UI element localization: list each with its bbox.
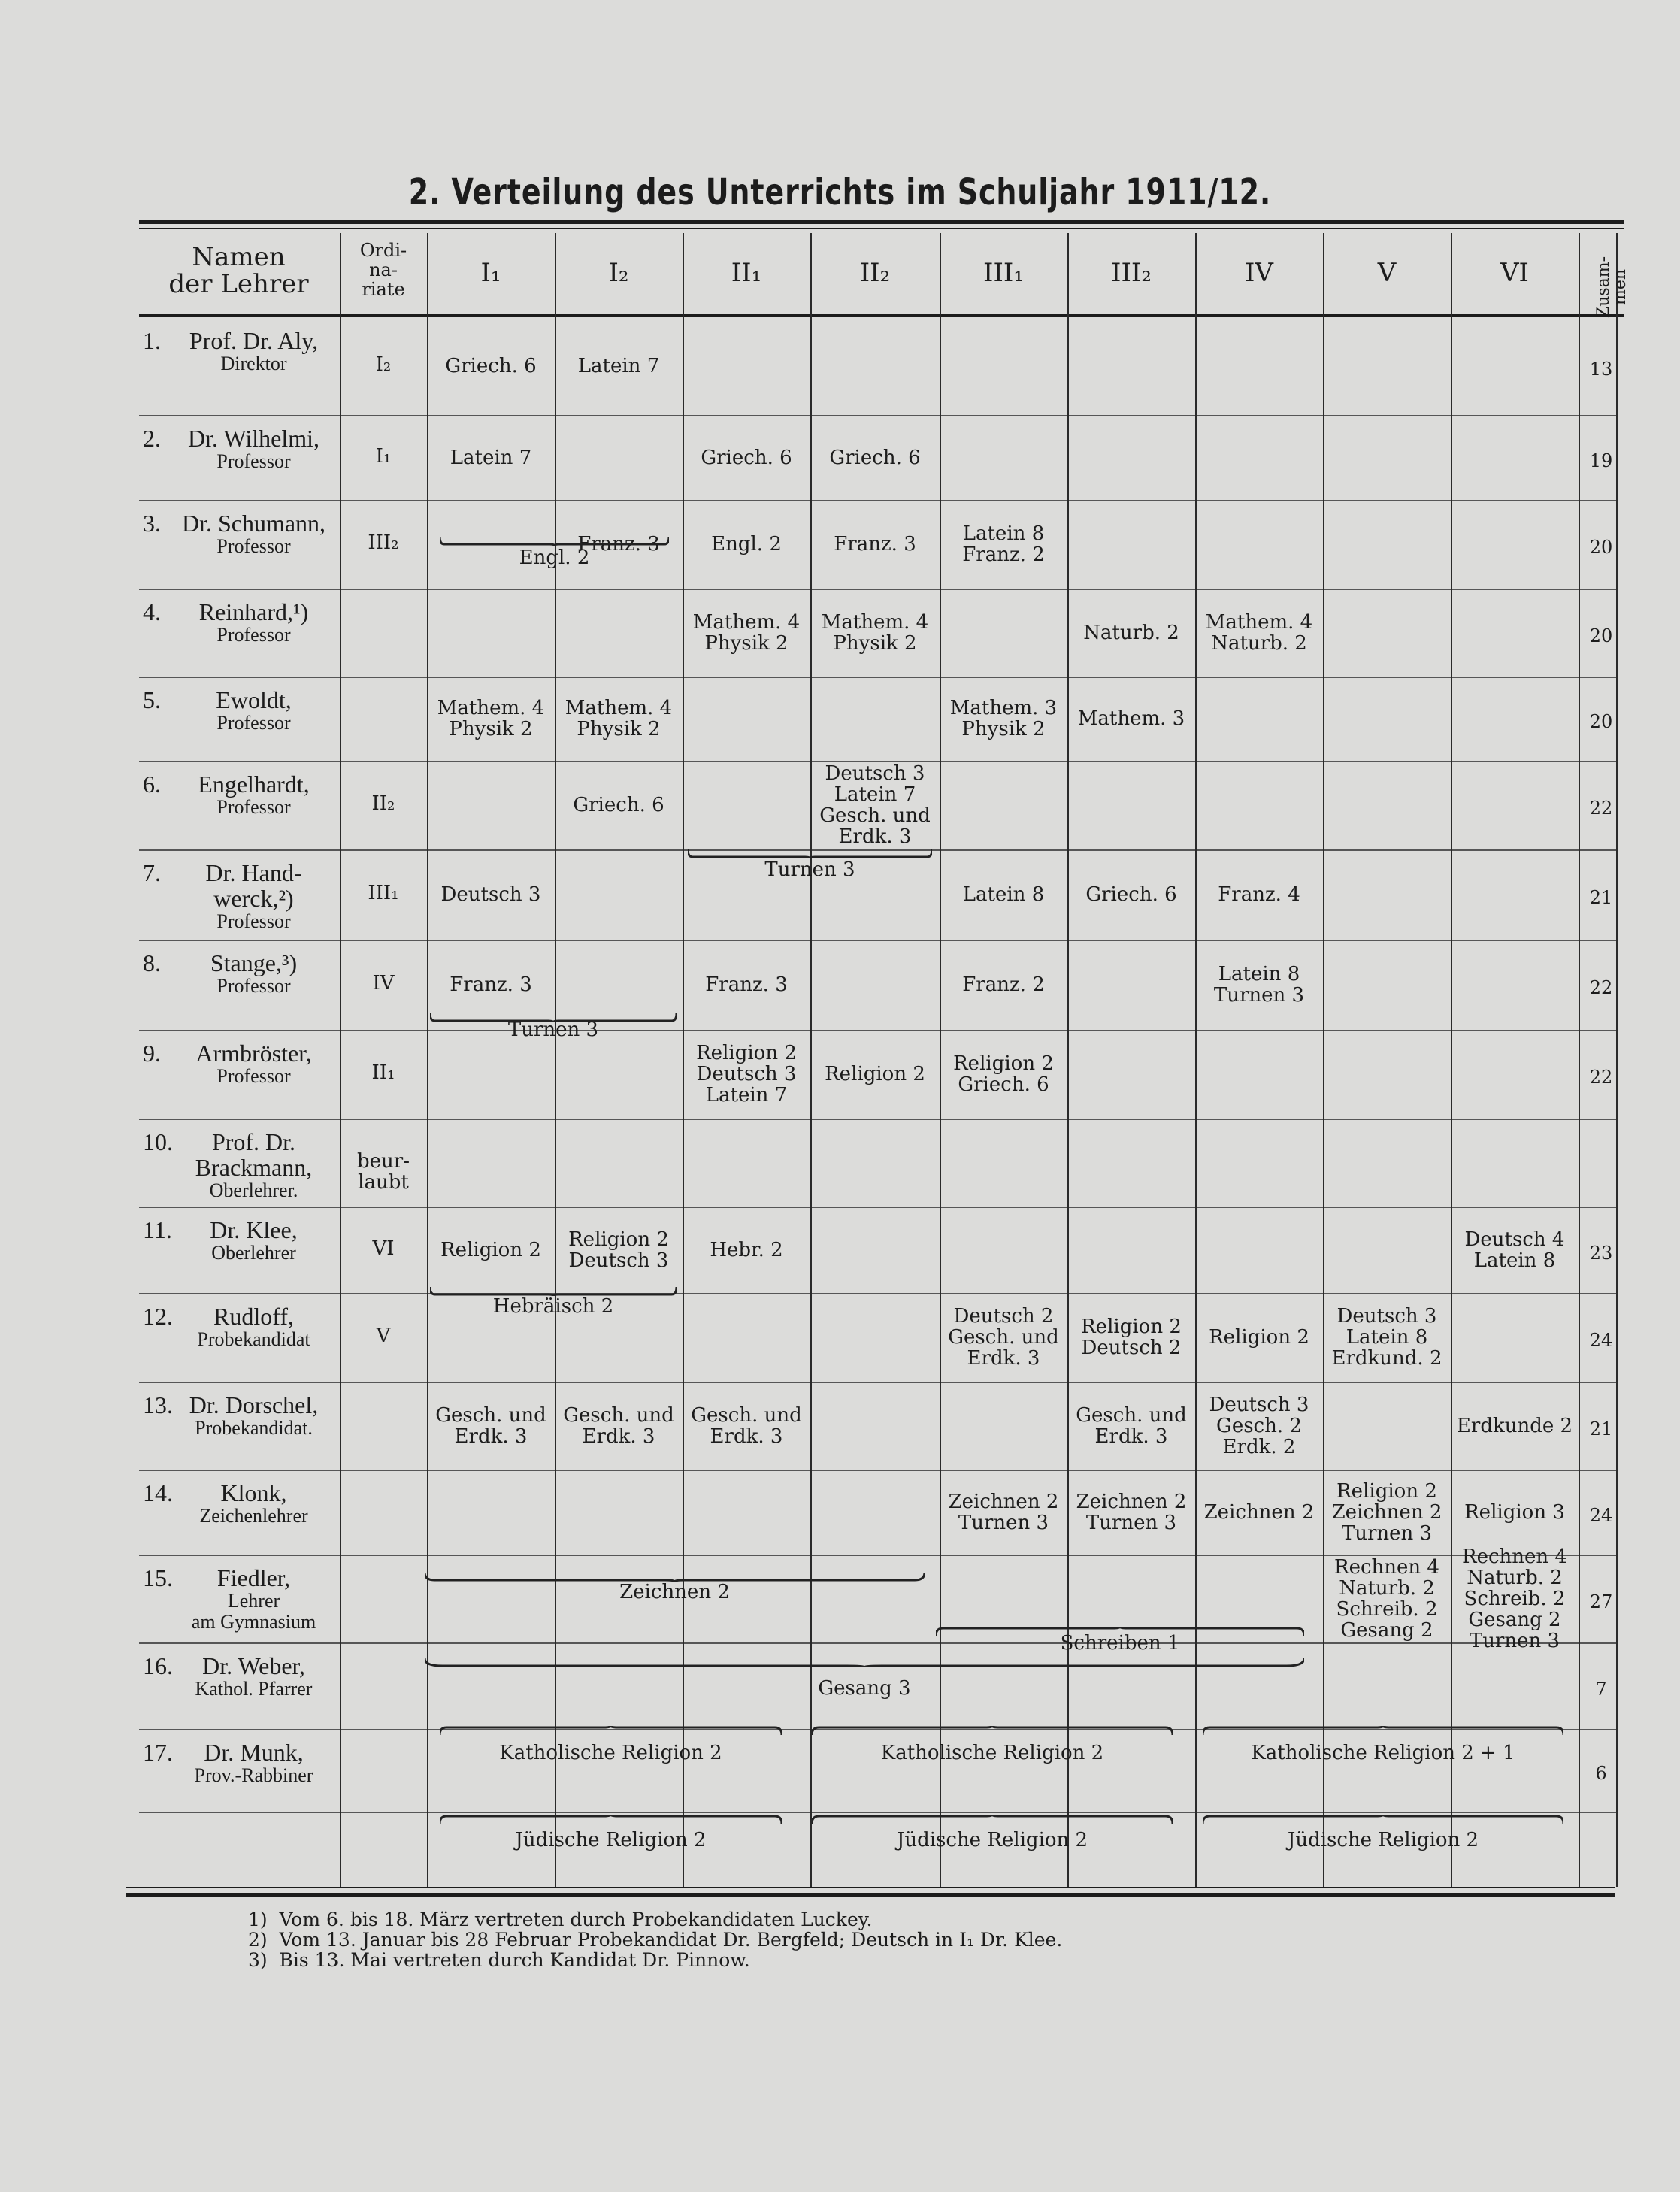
subject-cell: Deutsch 2 Gesch. und Erdk. 3 — [948, 1305, 1059, 1370]
teacher-entry — [143, 1565, 334, 1633]
span-brace — [430, 1285, 677, 1296]
teacher-number: 6. — [143, 771, 161, 798]
sum-value: 6 — [1595, 1763, 1607, 1784]
sum-value: 20 — [1589, 537, 1613, 558]
page-title: 2. Verteilung des Unterrichts im Schuljahr 1911/12. — [408, 171, 1272, 213]
span-brace — [425, 1571, 925, 1582]
header-class-7: IV — [1245, 258, 1273, 288]
teacher-entry — [143, 1739, 334, 1786]
ordinariate-value: IV — [372, 972, 395, 995]
table-bottom-rule-thin — [126, 1887, 1615, 1888]
subject-cell: Religion 2 Deutsch 3 Latein 7 — [696, 1042, 797, 1107]
teacher-name: Dr. Wilhelmi, — [188, 425, 319, 452]
subject-cell: Erdkunde 2 — [1456, 1414, 1573, 1437]
sum-value: 23 — [1589, 1242, 1613, 1264]
teacher-number: 14. — [143, 1479, 173, 1506]
teacher-name: Ewoldt, — [216, 686, 292, 713]
column-divider — [555, 233, 556, 1887]
subject-cell: Franz. 3 — [834, 533, 916, 556]
span-brace — [440, 1815, 782, 1825]
teacher-number: 9. — [143, 1040, 161, 1067]
subject-cell: Religion 2 — [440, 1238, 541, 1261]
ordinariate-value: II₂ — [371, 792, 395, 815]
teacher-name: Dr. Weber, — [202, 1652, 305, 1679]
span-label: Katholische Religion 2 — [499, 1742, 722, 1764]
subject-cell: Religion 2 — [825, 1063, 925, 1085]
teacher-name: Dr. Schumann, — [181, 510, 326, 537]
teacher-name: Fiedler, — [216, 1564, 291, 1591]
subject-cell: Zeichnen 2 — [1203, 1500, 1315, 1524]
subject-cell: Latein 8 Franz. 2 — [962, 522, 1045, 566]
subject-cell: Latein 8 — [962, 883, 1045, 906]
header-class-5: III₁ — [983, 258, 1024, 288]
teacher-number: 4. — [143, 598, 161, 625]
span-label: Jüdische Religion 2 — [515, 1829, 707, 1851]
row-divider — [139, 1642, 1616, 1644]
subject-cell: Franz. 3 — [450, 973, 532, 996]
teacher-name: Klonk, — [220, 1479, 287, 1506]
teacher-entry — [143, 1129, 334, 1201]
subject-cell: Mathem. 4 Physik 2 — [437, 697, 545, 740]
teacher-entry — [143, 328, 334, 374]
header-class-2: I₂ — [608, 258, 629, 288]
teacher-entry — [143, 687, 334, 734]
subject-cell: Rechnen 4 Naturb. 2 Schreib. 2 Gesang 2 Turnen 3 — [1462, 1545, 1567, 1652]
subject-cell: Latein 7 — [450, 446, 532, 469]
span-label: Katholische Religion 2 + 1 — [1251, 1742, 1515, 1764]
sum-value: 24 — [1589, 1504, 1613, 1526]
subject-cell: Religion 2 Griech. 6 — [953, 1052, 1054, 1096]
header-bottom-rule — [139, 314, 1624, 317]
row-divider — [139, 415, 1616, 416]
teacher-number: 11. — [143, 1216, 172, 1243]
teacher-number: 16. — [143, 1652, 173, 1679]
column-divider — [810, 233, 812, 1887]
teacher-rank: Lehrer am Gymnasium — [191, 1590, 316, 1633]
teacher-rank: Professor — [216, 910, 291, 932]
sum-value: 13 — [1589, 359, 1613, 380]
header-class-4: II₂ — [859, 258, 891, 288]
teacher-name: Armbröster, — [195, 1040, 312, 1067]
teacher-entry — [143, 860, 334, 932]
teacher-rank: Professor — [216, 796, 291, 818]
span-label: Turnen 3 — [507, 1019, 599, 1041]
teacher-number: 5. — [143, 686, 161, 713]
ordinariate-value: V — [376, 1325, 391, 1347]
row-divider — [139, 1030, 1616, 1031]
subject-cell: Gesch. und Erdk. 3 — [691, 1403, 802, 1448]
subject-cell: Deutsch 3 Gesch. 2 Erdk. 2 — [1209, 1393, 1309, 1458]
teacher-entry — [143, 1392, 334, 1439]
ordinariate-value: II₁ — [371, 1061, 395, 1084]
teacher-rank: Professor — [216, 1065, 291, 1087]
row-divider — [139, 940, 1616, 941]
header-class-3: II₁ — [731, 258, 762, 288]
teacher-number: 2. — [143, 425, 161, 452]
sum-value: 20 — [1589, 625, 1613, 646]
teacher-entry — [143, 1303, 334, 1350]
subject-cell: Deutsch 3 — [440, 883, 541, 906]
header-teacher: Namen der Lehrer — [168, 242, 309, 299]
span-brace — [440, 1726, 782, 1736]
teacher-number: 8. — [143, 949, 161, 976]
subject-cell: Religion 2 Deutsch 3 — [568, 1228, 669, 1272]
teacher-name: Stange,³) — [210, 949, 298, 976]
span-brace — [812, 1726, 1173, 1736]
teacher-name: Engelhardt, — [198, 771, 310, 798]
ordinariate-value: beur- laubt — [357, 1149, 410, 1194]
teacher-number: 7. — [143, 859, 161, 886]
teacher-rank: Professor — [216, 450, 291, 472]
span-brace — [1203, 1815, 1563, 1825]
header-class-1: I₁ — [480, 258, 501, 288]
teacher-name: Dr. Dorschel, — [189, 1391, 319, 1418]
teacher-rank: Zeichenlehrer — [199, 1505, 308, 1527]
header-ordinariate: Ordi- na- riate — [359, 240, 407, 300]
column-divider — [427, 233, 428, 1887]
subject-cell: Gesch. und Erdk. 3 — [1076, 1403, 1187, 1448]
teacher-number: 10. — [143, 1128, 173, 1155]
span-brace — [812, 1815, 1173, 1825]
sum-value: 22 — [1589, 1067, 1613, 1088]
teacher-name: Dr. Klee, — [210, 1216, 298, 1243]
subject-cell: Gesch. und Erdk. 3 — [563, 1403, 674, 1448]
row-divider — [139, 1207, 1616, 1208]
subject-cell: Griech. 6 — [829, 446, 921, 469]
teacher-number: 3. — [143, 510, 161, 537]
teacher-number: 12. — [143, 1303, 173, 1330]
subject-cell: Griech. 6 — [1085, 883, 1177, 906]
teacher-entry — [143, 510, 334, 557]
sum-value: 22 — [1589, 977, 1613, 998]
subject-cell: Latein 8 Turnen 3 — [1213, 963, 1305, 1007]
teacher-entry — [143, 1653, 334, 1700]
subject-cell: Engl. 2 — [711, 533, 782, 556]
header-sum: Zusam- men — [1594, 256, 1630, 319]
teacher-number: 17. — [143, 1739, 173, 1766]
column-divider — [1616, 233, 1618, 1887]
teacher-entry — [143, 950, 334, 997]
header-class-8: V — [1377, 258, 1397, 288]
teacher-number: 15. — [143, 1564, 173, 1591]
row-divider — [139, 1812, 1616, 1813]
span-label: Hebräisch 2 — [492, 1295, 614, 1318]
teacher-number: 1. — [143, 327, 161, 354]
span-brace — [688, 848, 932, 858]
subject-cell: Latein 7 — [577, 355, 660, 377]
teacher-rank: Oberlehrer. — [209, 1179, 298, 1201]
teacher-rank: Prov.-Rabbiner — [194, 1764, 313, 1786]
footnote-1: 1) Vom 6. bis 18. März vertreten durch Probekandidaten Luckey. — [248, 1909, 873, 1930]
span-label: Jüdische Religion 2 — [1287, 1829, 1479, 1851]
span-brace — [1203, 1726, 1563, 1736]
subject-cell: Griech. 6 — [445, 355, 537, 377]
subject-cell: Hebr. 2 — [710, 1238, 783, 1261]
teacher-entry — [143, 1480, 334, 1527]
row-divider — [139, 500, 1616, 501]
teacher-name: Reinhard,¹) — [198, 598, 309, 625]
subject-cell: Franz. 2 — [962, 973, 1045, 996]
sum-value: 19 — [1589, 450, 1613, 471]
teacher-entry — [143, 599, 334, 646]
row-divider — [139, 1470, 1616, 1471]
column-divider — [683, 233, 684, 1887]
teacher-rank: Probekandidat. — [195, 1417, 313, 1439]
subject-cell: Gesch. und Erdk. 3 — [435, 1403, 546, 1448]
sum-value: 21 — [1589, 887, 1613, 908]
subject-cell: Religion 3 — [1464, 1500, 1565, 1524]
ordinariate-value: I₁ — [375, 444, 392, 468]
row-divider — [139, 589, 1616, 590]
teacher-rank: Probekandidat — [197, 1328, 310, 1350]
subject-cell: Mathem. 4 Physik 2 — [565, 697, 673, 740]
subject-cell: Mathem. 3 — [1077, 707, 1185, 730]
teacher-name: Dr. Hand- werck,²) — [205, 859, 302, 912]
ordinariate-value: I₂ — [375, 353, 392, 376]
teacher-entry — [143, 1040, 334, 1087]
ordinariate-value: VI — [372, 1237, 395, 1260]
column-divider — [1451, 233, 1452, 1887]
span-label: Jüdische Religion 2 — [896, 1829, 1088, 1851]
column-divider — [1579, 233, 1580, 1887]
sum-value: 21 — [1589, 1418, 1613, 1440]
ordinariate-value: III₂ — [368, 531, 399, 554]
subject-cell: Deutsch 4 Latein 8 — [1464, 1228, 1565, 1272]
subject-cell: Franz. 3 — [577, 533, 660, 556]
teacher-entry — [143, 771, 334, 818]
sum-value: 20 — [1589, 711, 1613, 732]
subject-cell: Griech. 6 — [701, 446, 792, 469]
span-brace — [425, 1657, 1304, 1667]
row-divider — [139, 1382, 1616, 1383]
span-label: Gesang 3 — [818, 1677, 911, 1700]
teacher-number: 13. — [143, 1391, 173, 1418]
teacher-rank: Oberlehrer — [211, 1242, 296, 1264]
span-brace — [440, 535, 669, 546]
subject-cell: Deutsch 3 Latein 8 Erdkund. 2 — [1331, 1305, 1442, 1370]
table-top-rule-thin — [139, 228, 1624, 229]
teacher-rank: Professor — [216, 975, 291, 997]
table-top-rule-thick — [139, 220, 1624, 224]
row-divider — [139, 677, 1616, 678]
teacher-rank: Professor — [216, 712, 291, 734]
table-bottom-rule-thick — [126, 1893, 1615, 1897]
span-label: Engl. 2 — [519, 546, 590, 569]
subject-cell: Zeichnen 2 Turnen 3 — [1076, 1490, 1187, 1534]
header-class-6: III₂ — [1111, 258, 1152, 288]
column-divider — [1323, 233, 1324, 1887]
footnote-2: 2) Vom 13. Januar bis 28 Februar Probekandidat Dr. Bergfeld; Deutsch in I₁ Dr. Klee. — [248, 1929, 1063, 1951]
subject-cell: Religion 2 — [1209, 1326, 1309, 1349]
teacher-name: Prof. Dr. Brackmann, — [195, 1128, 313, 1181]
teacher-name: Prof. Dr. Aly, — [189, 327, 319, 354]
subject-cell: Religion 2 Zeichnen 2 Turnen 3 — [1331, 1479, 1442, 1545]
teacher-name: Dr. Munk, — [204, 1739, 304, 1766]
row-divider — [139, 1293, 1616, 1294]
subject-cell: Religion 2 Deutsch 2 — [1081, 1316, 1182, 1359]
teacher-entry — [143, 425, 334, 472]
sum-value: 7 — [1595, 1678, 1607, 1700]
subject-cell: Franz. 4 — [1218, 883, 1300, 906]
subject-cell: Mathem. 4 Naturb. 2 — [1205, 610, 1313, 655]
header-class-9: VI — [1500, 258, 1529, 288]
footnote-3: 3) Bis 13. Mai vertreten durch Kandidat Dr. Pinnow. — [248, 1949, 750, 1971]
sum-value: 22 — [1589, 798, 1613, 819]
sum-value: 27 — [1589, 1591, 1613, 1612]
span-label: Turnen 3 — [764, 858, 855, 881]
teacher-rank: Professor — [216, 535, 291, 557]
teacher-rank: Direktor — [220, 353, 287, 374]
span-label: Zeichnen 2 — [619, 1581, 730, 1603]
column-divider — [340, 233, 341, 1887]
teacher-name: Rudloff, — [213, 1303, 294, 1330]
subject-cell: Franz. 3 — [705, 973, 788, 996]
subject-cell: Zeichnen 2 Turnen 3 — [948, 1490, 1059, 1534]
teacher-rank: Professor — [216, 624, 291, 646]
subject-cell: Deutsch 3 Latein 7 Gesch. und Erdk. 3 — [819, 762, 931, 848]
span-label: Katholische Religion 2 — [880, 1742, 1104, 1764]
subject-cell: Mathem. 4 Physik 2 — [692, 610, 801, 655]
row-divider — [139, 1119, 1616, 1120]
span-label: Schreiben 1 — [1060, 1632, 1180, 1655]
subject-cell: Mathem. 3 Physik 2 — [949, 697, 1058, 740]
subject-cell: Mathem. 4 Physik 2 — [821, 610, 929, 655]
subject-cell: Griech. 6 — [573, 794, 664, 816]
teacher-rank: Kathol. Pfarrer — [195, 1678, 313, 1700]
subject-cell: Naturb. 2 — [1083, 621, 1179, 644]
teacher-entry — [143, 1217, 334, 1264]
subject-cell: Rechnen 4 Naturb. 2 Schreib. 2 Gesang 2 — [1334, 1555, 1439, 1642]
ordinariate-value: III₁ — [368, 882, 399, 904]
sum-value: 24 — [1589, 1330, 1613, 1351]
